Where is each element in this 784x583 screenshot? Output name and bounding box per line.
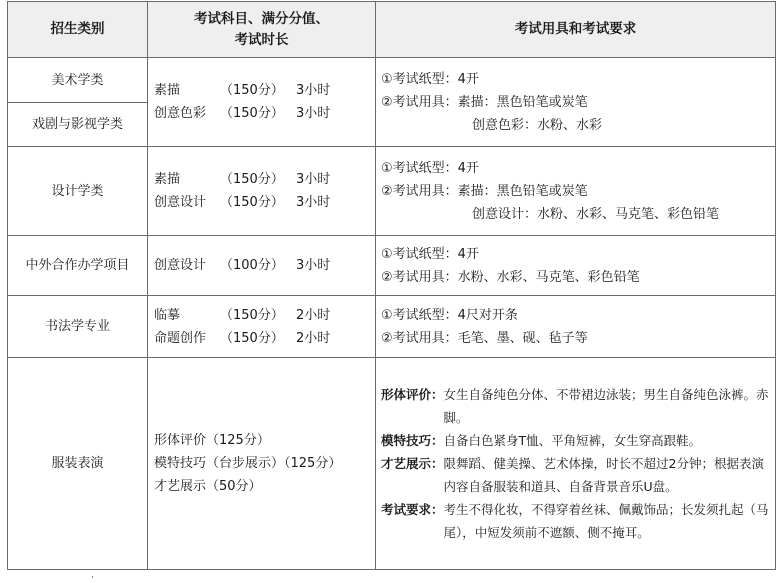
subjects-calligraphy	[148, 296, 376, 358]
req-line: 创意设计：水粉、水彩、马克笔、彩色铅笔	[472, 206, 720, 222]
requirements-fashion	[376, 358, 776, 570]
fashion-item	[381, 383, 775, 429]
subjects-coop	[148, 236, 376, 296]
header-subjects	[148, 2, 376, 58]
subject-line: 才艺展示（50分）	[154, 479, 262, 494]
subjects-design	[148, 147, 376, 236]
subject-line: 创意设计 （150分） 3小时	[154, 195, 331, 210]
subject-line: 素描 （150分） 3小时	[154, 83, 331, 98]
fashion-item-text: 限舞蹈、健美操、艺术体操，时长不超过2分钟；根据表演内容自备服装和道具、自备背景音乐U盘。	[443, 456, 764, 494]
req-line: ②考试用具：素描：黑色铅笔或炭笔	[381, 183, 588, 199]
fashion-item-label: 考试要求：	[381, 502, 444, 517]
subject-line: 素描 （150分） 3小时	[154, 172, 331, 187]
table-row-coop	[8, 236, 776, 296]
req-line: ①考试纸型：4开	[381, 246, 479, 262]
header-subjects-line1: 考试科目、满分分值、	[194, 10, 329, 27]
header-row	[8, 2, 776, 58]
header-requirements: 考试用具和考试要求	[376, 2, 776, 58]
table-row-fashion	[8, 358, 776, 570]
subject-line: 形体评价（125分）	[154, 433, 270, 448]
fashion-item-label: 模特技巧：	[381, 433, 444, 448]
header-subjects-line2: 考试时长	[234, 31, 289, 48]
subject-line: 临摹 （150分） 2小时	[154, 307, 331, 323]
fashion-item-label: 形体评价：	[381, 387, 444, 402]
requirements-coop	[376, 236, 776, 296]
req-line: ①考试纸型：4开	[381, 71, 479, 87]
fashion-item	[381, 429, 775, 452]
fashion-item	[381, 452, 775, 498]
subject-line: 模特技巧（台步展示）（125分）	[154, 456, 342, 471]
requirements-design	[376, 147, 776, 236]
fashion-item-text: 女生自备纯色分体、不带裙边泳装；男生自备纯色泳裤。赤脚。	[443, 387, 769, 425]
fashion-item-text: 自备白色紧身T恤、平角短裤，女生穿高跟鞋。	[443, 433, 702, 448]
category-drama: 戏剧与影视学类	[8, 103, 148, 147]
table-row-art	[8, 58, 776, 103]
stray-mark: ·	[91, 573, 94, 583]
exam-requirements-table	[7, 1, 776, 570]
req-line: ②考试用具：毛笔、墨、砚、毡子等	[381, 330, 588, 346]
subject-line: 命题创作 （150分） 2小时	[154, 330, 331, 346]
subjects-art	[148, 58, 376, 147]
category-design: 设计学类	[8, 147, 148, 236]
requirements-art	[376, 58, 776, 147]
req-line: 创意色彩：水粉、水彩	[472, 117, 603, 133]
subject-line: 创意设计 （100分） 3小时	[154, 258, 331, 273]
category-art: 美术学类	[8, 58, 148, 103]
req-line: ①考试纸型：4尺对开条	[381, 307, 518, 323]
fashion-item	[381, 498, 775, 544]
fashion-item-text: 考生不得化妆，不得穿着丝袜、佩戴饰品；长发须扎起（马尾），中短发须前不遮额、侧不掩耳。	[443, 502, 769, 540]
fashion-item-label: 才艺展示：	[381, 456, 444, 471]
subject-line: 创意色彩 （150分） 3小时	[154, 106, 331, 121]
category-calligraphy: 书法学专业	[8, 296, 148, 358]
table-row-design	[8, 147, 776, 236]
category-fashion: 服装表演	[8, 358, 148, 570]
requirements-calligraphy	[376, 296, 776, 358]
header-category: 招生类别	[8, 2, 148, 58]
subjects-fashion	[148, 358, 376, 570]
req-line: ②考试用具：素描：黑色铅笔或炭笔	[381, 94, 588, 110]
req-line: ①考试纸型：4开	[381, 160, 479, 176]
req-line: ②考试用具：水粉、水彩、马克笔、彩色铅笔	[381, 269, 640, 285]
category-coop: 中外合作办学项目	[8, 236, 148, 296]
table-row-calligraphy	[8, 296, 776, 358]
